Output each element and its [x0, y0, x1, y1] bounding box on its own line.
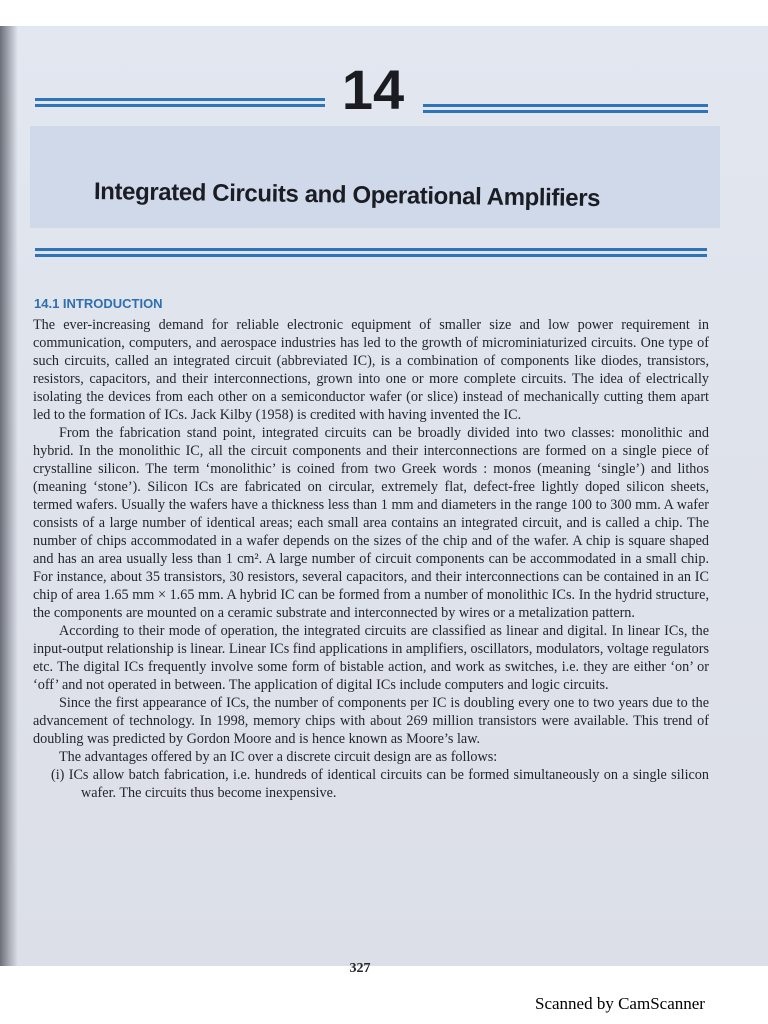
header-rule-bottom [35, 248, 707, 257]
body-text [33, 316, 709, 802]
header-rule-right [423, 104, 708, 113]
paragraph-moores-law: Since the first appearance of ICs, the number of components per IC is doubling every one to two years due to the advancement of technology. In 1998, memory chips with about 269 million transistors were available. This trend of doubling was predicted by Gordon Moore and is hence known as Moore’s law. [33, 695, 709, 747]
paragraph-advantages: The advantages offered by an IC over a discrete circuit design are as follows: [59, 749, 498, 765]
paragraph-mode: According to their mode of operation, the integrated circuits are classified as linear and digital. In linear ICs, the input-output relationship is linear. Linear ICs find applications in amplifiers, oscillators, modulators, voltage regulators etc. The digital ICs frequently involve some form of bistable action, and work as switches, i.e. they are either ‘on’ or ‘off’ and not operated in between. The application of digital ICs include computers and logic circuits. [33, 623, 709, 693]
chapter-number: 14 [341, 58, 405, 121]
paragraph-fabrication: From the fabrication stand point, integrated circuits can be broadly divided into two classes: monolithic and hybrid. In the monolithic IC, all the circuit components and their interconnections are formed on a single piece of crystalline silicon. The term ‘monolithic’ is coined from two Greek words : monos (meaning ‘single’) and lithos (meaning ‘stone’). Silicon ICs are fabricated on circular, extremely flat, defect-free lightly doped silicon sheets, termed wafers. Usually the wafers have a thickness less than 1 mm and diameters in the range 100 to 300 mm. A wafer consists of a large number of identical areas; each small area contains an integrated circuit, and is called a chip. The number of chips accommodated in a wafer depends on the sizes of the chip and of the wafer. A chip is square shaped and has an area usually less than 1 cm². A large number of circuit components can be accommodated in a small chip. For instance, about 35 transistors, 30 resistors, several capacitors, and their interconnections can be contained in an IC chip of area 1.65 mm × 1.65 mm. A hybrid IC can be formed from a number of monolithic ICs. In the hydrid structure, the components are mounted on a ceramic substrate and interconnected by wires or a metalization pattern. [33, 425, 709, 621]
header-rule-left [35, 98, 325, 107]
page-number: 327 [349, 961, 371, 976]
section-heading: 14.1 INTRODUCTION [34, 296, 163, 311]
list-item-advantage-1: (i) ICs allow batch fabrication, i.e. hundreds of identical circuits can be formed simultaneously on a single silicon wafer. The circuits thus become inexpensive. [51, 767, 709, 801]
scanner-watermark: Scanned by CamScanner [535, 994, 705, 1013]
scanned-page [0, 26, 768, 976]
chapter-title: Integrated Circuits and Operational Amplifiers [93, 178, 601, 213]
paragraph-intro: The ever-increasing demand for reliable electronic equipment of smaller size and low power requirement in communication, computers, and aerospace industries has led to the growth of microminiaturized circuits. One type of such circuits, called an integrated circuit (abbreviated IC), is a combination of components like diodes, transistors, resistors, capacitors, and their interconnections, grown into one or more complete circuits. The idea of electrically isolating the devices from each other on a semiconductor wafer (or slice) instead of mechanically cutting them apart led to the formation of ICs. Jack Kilby (1958) is credited with having invented the IC. [33, 317, 709, 423]
page-edge-shadow [0, 26, 18, 966]
